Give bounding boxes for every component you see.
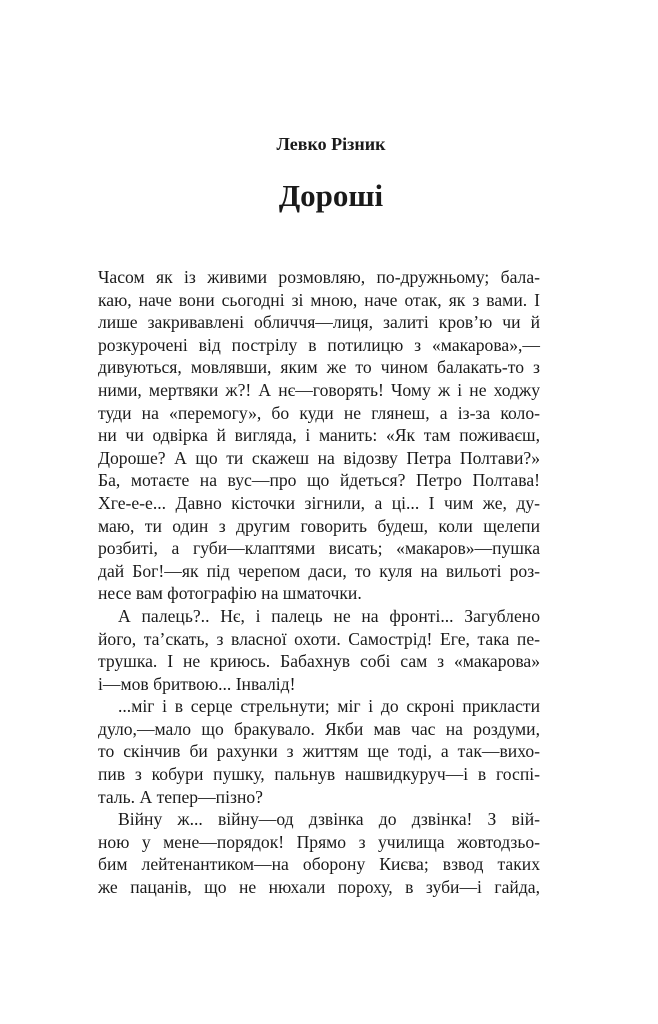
text-line: бим лейтенантиком—на оборону Києва; взвод таких xyxy=(98,854,540,875)
text-line: дивуються, мовлявши, яким же то чином балакать-то з xyxy=(98,357,540,378)
text-line: Часом як із живими розмовляю, по-дружньому; бала- xyxy=(98,267,540,287)
story-title: Дороші xyxy=(278,178,384,213)
text-line: Хге-е-е... Давно кісточки зігнили, а ці... І чим же, ду- xyxy=(98,492,540,513)
story-body xyxy=(98,266,540,899)
text-line: А палець?.. Нє, і палець не на фронті... Загублено xyxy=(118,605,540,626)
text-line: каю, наче вони сьогодні зі мною, наче отак, як з вами. І xyxy=(98,289,540,310)
text-line: лише закривавлені обличчя—лиця, залиті кров’ю чи й xyxy=(98,312,540,333)
text-line: дуло,—мало що бракувало. Якби мав час на роздуми, xyxy=(98,718,540,739)
text-line: маю, ти один з другим говорить будеш, коли щелепи xyxy=(98,515,540,536)
text-line: його, та’скать, з власної охоти. Самострід! Еге, така пе- xyxy=(98,628,540,649)
text-line: то скінчив би рахунки з життям ще тоді, а так—вихо- xyxy=(98,741,540,762)
text-line: трушка. І не криюсь. Бабахнув собі сам з «макарова» xyxy=(98,651,540,672)
text-line: ною у мене—порядок! Прямо з училища жовтодзьо- xyxy=(98,831,540,852)
text-line: ни чи одвірка й вигляда, і манить: «Як там поживаєш, xyxy=(98,425,540,446)
text-line: туди на «перемогу», бо куди не глянеш, а із-за коло- xyxy=(98,402,540,423)
text-line: розбиті, а губи—клаптями висать; «макаров»—пушка xyxy=(98,538,540,559)
text-line: і—мов бритвою... Інвалід! xyxy=(98,673,296,694)
text-line: же пацанів, що не нюхали пороху, в зуби—і гайда, xyxy=(98,877,540,898)
text-line: Війну ж... війну—од дзвінка до дзвінка! З вій- xyxy=(118,809,540,830)
text-line: таль. А тепер—пізно? xyxy=(98,786,263,807)
text-line: Ба, мотаєте на вус—про що йдеться? Петро Полтава! xyxy=(98,470,540,491)
text-line: ...міг і в серце стрельнути; міг і до скроні прикласти xyxy=(118,696,540,717)
text-line: дай Бог!—як під черепом даси, то куля на вильоті роз- xyxy=(98,560,540,581)
text-line: ними, мертвяки ж?! А нє—говорять! Чому ж і не ходжу xyxy=(98,379,540,400)
text-line: пив з кобури пушку, пальнув нашвидкуруч—і в госпі- xyxy=(98,764,540,785)
text-line: розкурочені від пострілу в потилицю з «макарова»,— xyxy=(98,334,540,355)
text-line: Дороше? А що ти скажеш на відозву Петра Полтави?» xyxy=(98,447,540,468)
text-line: несе вам фотографію на шматочки. xyxy=(98,583,362,604)
author-name: Левко Різник xyxy=(276,134,386,154)
